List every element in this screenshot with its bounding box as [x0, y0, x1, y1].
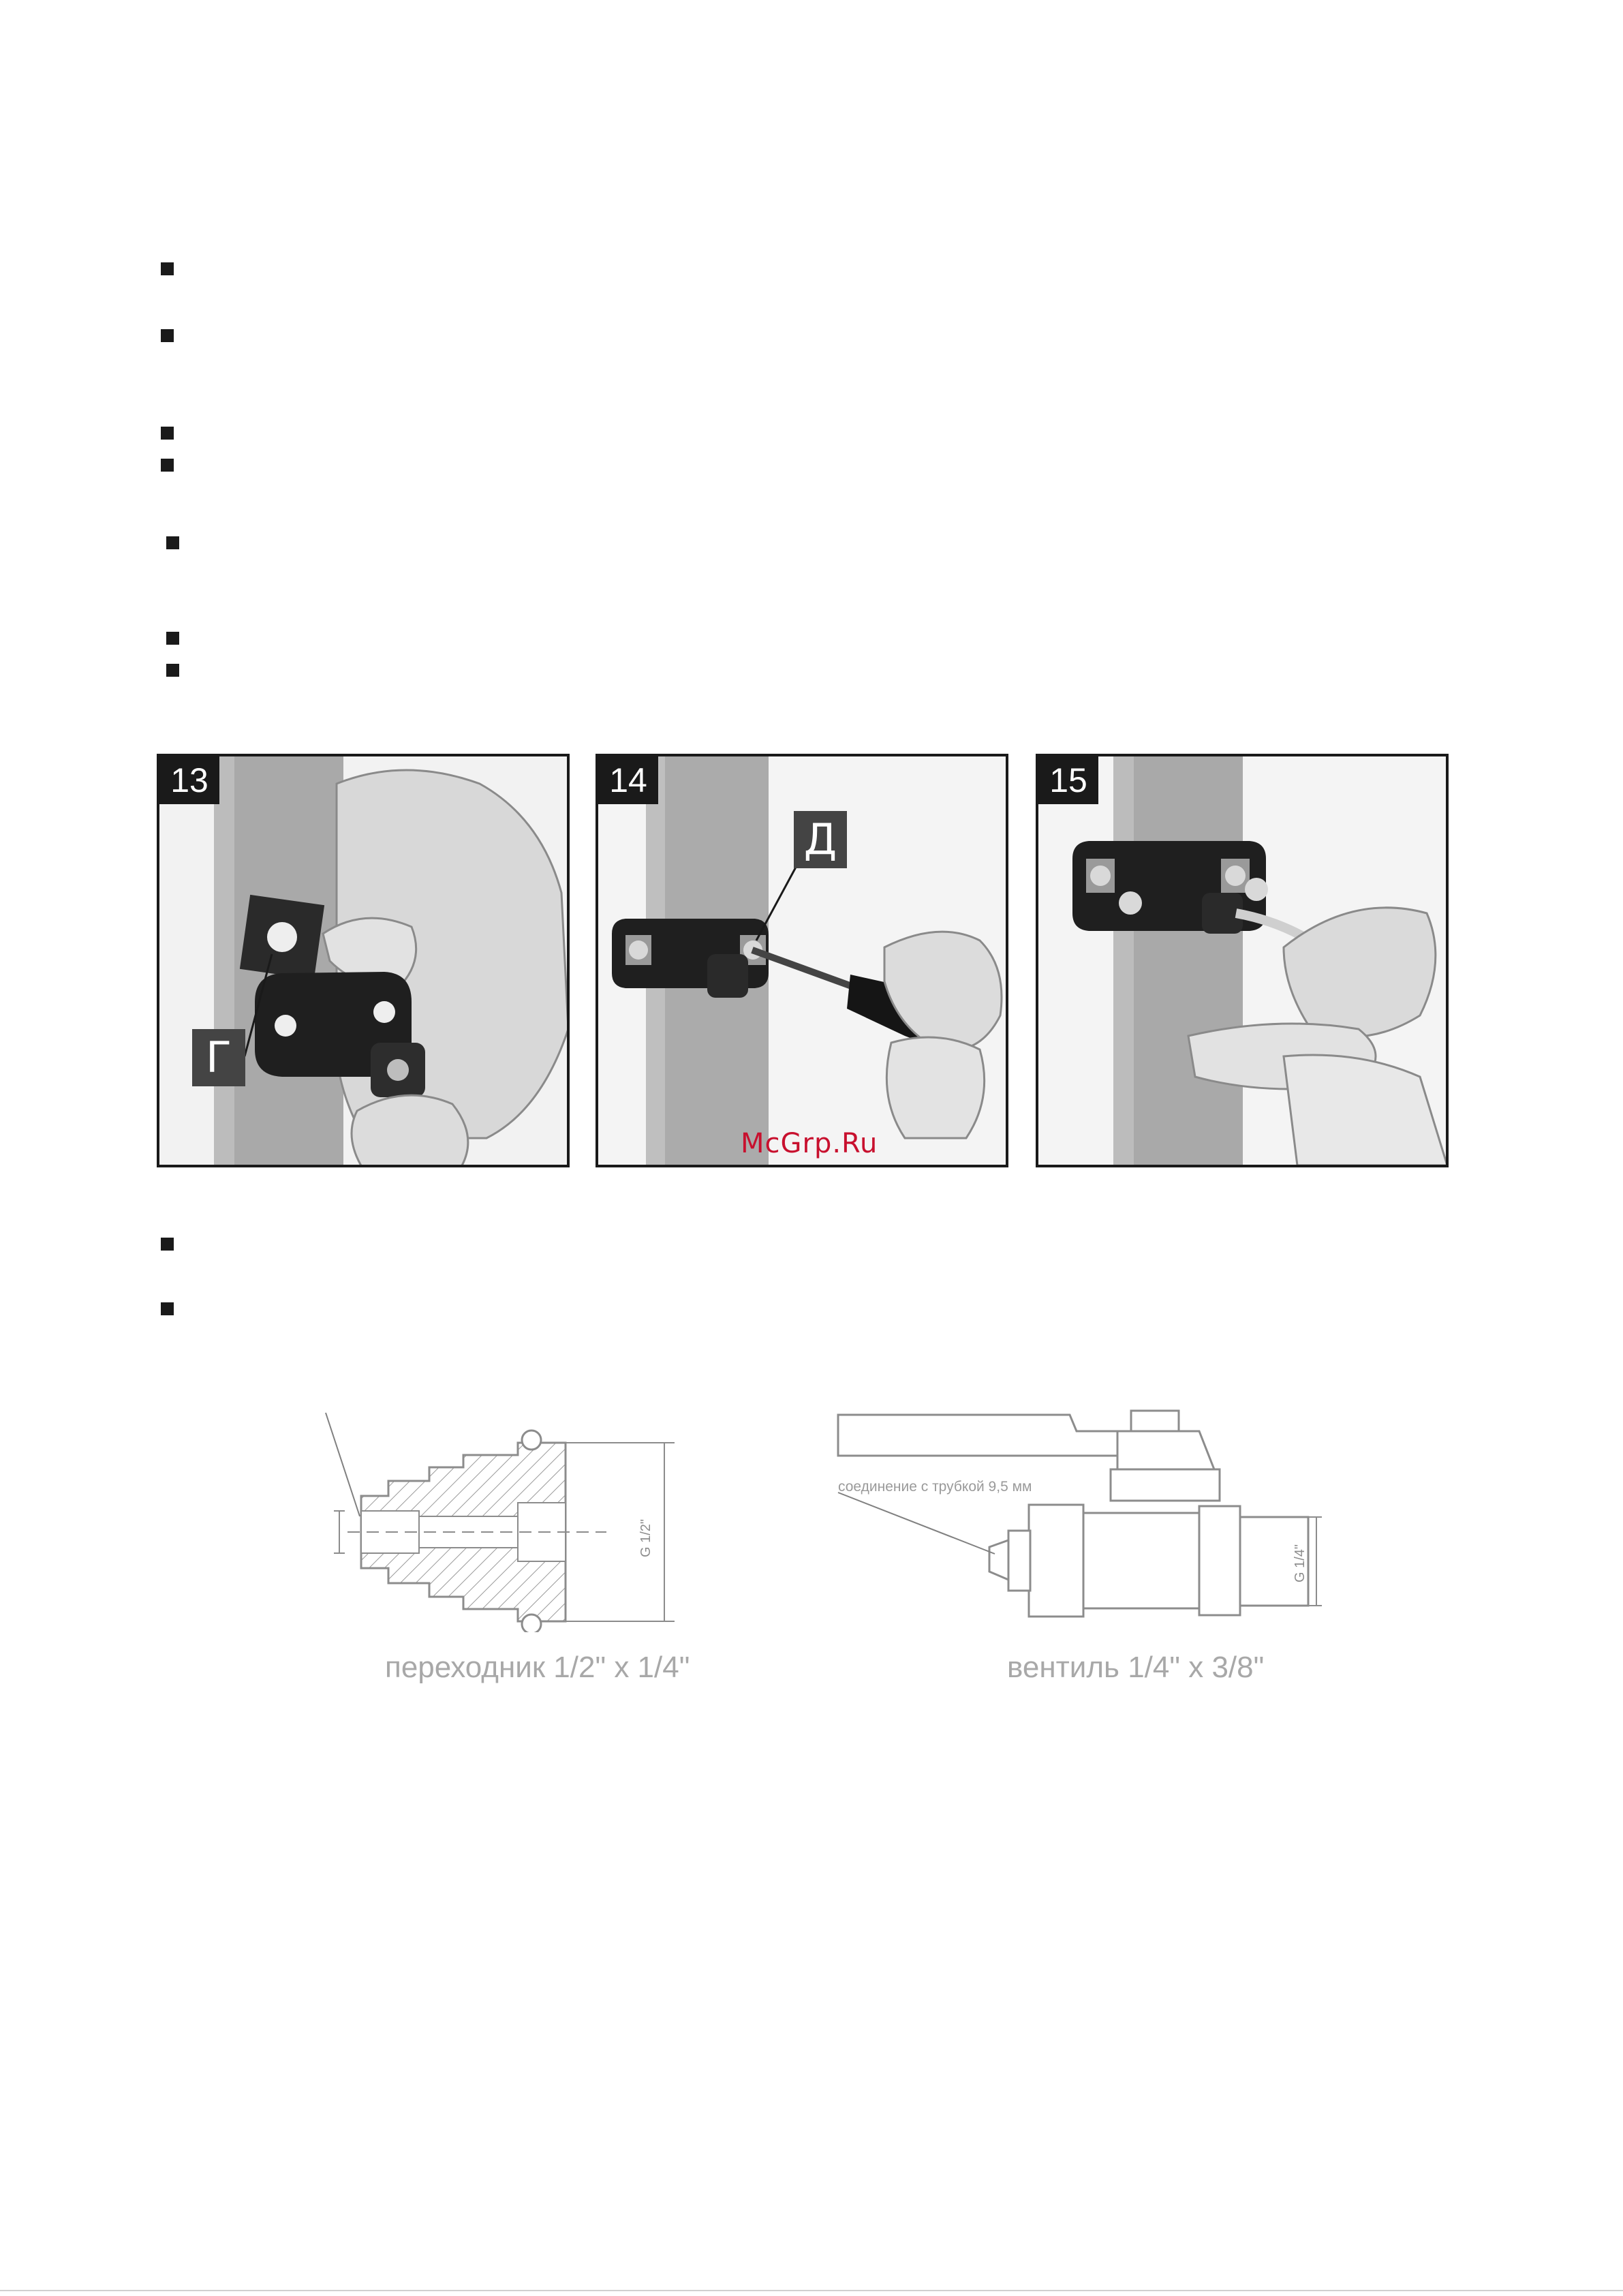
valve-connection-note: соединение с трубкой 9,5 мм — [838, 1479, 1032, 1495]
step-number-badge: 15 — [1038, 756, 1098, 804]
photo-13-illustration — [159, 756, 570, 1167]
photo-15-illustration — [1038, 756, 1449, 1167]
valve-caption: вентиль 1/4" x 3/8" — [1007, 1651, 1265, 1684]
photo-panel-15 — [1036, 754, 1449, 1167]
bullet-marker — [166, 664, 179, 677]
bullet-marker — [161, 1302, 174, 1315]
bullet-marker — [161, 1238, 174, 1251]
bullet-marker — [161, 329, 174, 342]
bullet-marker — [161, 262, 174, 275]
bullet-marker — [161, 427, 174, 440]
bullet-marker — [166, 632, 179, 645]
photo-panel-13 — [157, 754, 570, 1167]
valve-dimension-label: G 1/4" — [1293, 1544, 1308, 1582]
step-number-badge: 14 — [598, 756, 658, 804]
bullet-marker — [161, 459, 174, 472]
bullet-marker — [166, 536, 179, 549]
photo-panel-14 — [596, 754, 1008, 1167]
part-letter-label: Д — [794, 811, 847, 868]
footer-divider — [0, 2290, 1623, 2291]
step-number-badge: 13 — [159, 756, 219, 804]
adapter-caption: переходник 1/2" x 1/4" — [385, 1651, 690, 1684]
adapter-technical-drawing — [320, 1400, 702, 1632]
adapter-dimension-label: G 1/2" — [638, 1518, 653, 1557]
valve-technical-drawing — [831, 1404, 1322, 1622]
watermark-text: McGrp.Ru — [741, 1128, 878, 1159]
part-letter-label: Г — [192, 1029, 245, 1086]
